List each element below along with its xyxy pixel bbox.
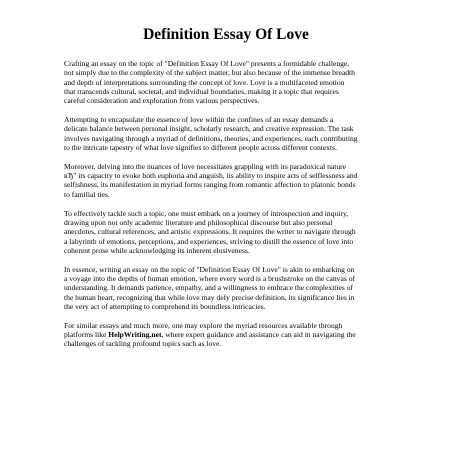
body-paragraph bbox=[64, 115, 404, 152]
paragraph-line: a voyage into the depths of human emotion, where every word is a brushstroke on the canvas of bbox=[64, 274, 356, 284]
body-paragraph bbox=[64, 265, 404, 311]
body-paragraph bbox=[64, 209, 404, 255]
paragraph-line: not simply due to the complexity of the subject matter, but also because of the immense breadth bbox=[64, 68, 355, 78]
document-body bbox=[64, 59, 404, 358]
paragraph-line: to familial ties. bbox=[64, 189, 110, 199]
paragraph-line: involves navigating through a myriad of definitions, theories, and experiences, each contributing bbox=[64, 133, 358, 143]
paragraph-line: and depth of interpretations surrounding the concept of love. Love is a multifaceted emotion bbox=[64, 77, 345, 87]
closing-line-2-end: , where expert guidance and assistance can aid in navigating the bbox=[161, 330, 356, 340]
paragraph-line: In essence, writing an essay on the topic of "Definition Essay Of Love" is akin to embarking on bbox=[64, 264, 355, 274]
paragraph-line: Attempting to encapsulate the essence of love within the confines of an essay demands a bbox=[64, 115, 334, 125]
paragraph-line: delicate balance between personal insight, scholarly research, and creative expression. The task bbox=[64, 124, 354, 134]
paragraph-list bbox=[64, 59, 404, 311]
paragraph-line: the human heart, recognizing that while love may defy precise definition, its significance lies in bbox=[64, 292, 355, 302]
body-paragraph bbox=[64, 162, 404, 199]
closing-line-3: challenges of tackling profound topics such as love. bbox=[64, 339, 222, 349]
paragraph-line: coherent prose while acknowledging its inherent elusiveness. bbox=[64, 245, 250, 255]
paragraph-line: a labyrinth of emotions, perceptions, and experiences, striving to distill the essence of love into bbox=[64, 236, 354, 246]
paragraph-line: selfishness, its manifestation in myriad forms ranging from romantic affection to platonic bonds bbox=[64, 180, 356, 190]
paragraph-line: that transcends cultural, societal, and individual boundaries, making it a topic that requires bbox=[64, 86, 339, 96]
paragraph-line: to the intricate tapestry of what love signifies to different people across different contexts. bbox=[64, 142, 338, 152]
closing-line-2-start: platforms like bbox=[64, 330, 109, 340]
paragraph-line: understanding. It demands patience, empathy, and a willingness to embrace the complexities of bbox=[64, 283, 354, 293]
paragraph-line: drawing upon not only academic literature and philosophical discourse but also personal bbox=[64, 217, 333, 227]
document-title: Definition Essay Of Love bbox=[143, 26, 309, 43]
paragraph-line: Crafting an essay on the topic of "Definition Essay Of Love" presents a formidable challenge, bbox=[64, 59, 350, 68]
closing-paragraph bbox=[64, 321, 404, 349]
closing-line-1: For similar essays and much more, one may explore the myriad resources available through bbox=[64, 320, 343, 330]
closing-line-2 bbox=[64, 330, 404, 339]
body-paragraph bbox=[64, 59, 404, 105]
paragraph-line: the very act of attempting to comprehend its boundless intricacies. bbox=[64, 301, 266, 311]
site-link[interactable]: HelpWriting.net bbox=[108, 330, 162, 340]
paragraph-line: anecdotes, cultural references, and artistic expressions. It requires the writer to navigate through bbox=[64, 227, 356, 237]
paragraph-line: Moreover, delving into the nuances of love necessitates grappling with its paradoxical nature bbox=[64, 161, 347, 171]
paragraph-line: вЂ" its capacity to evoke both euphoria and anguish, its ability to inspire acts of selflessness and bbox=[64, 171, 358, 181]
paragraph-line: To effectively tackle such a topic, one must embark on a journey of introspection and inquiry, bbox=[64, 208, 349, 218]
paragraph-line: careful consideration and exploration from various perspectives. bbox=[64, 96, 260, 106]
